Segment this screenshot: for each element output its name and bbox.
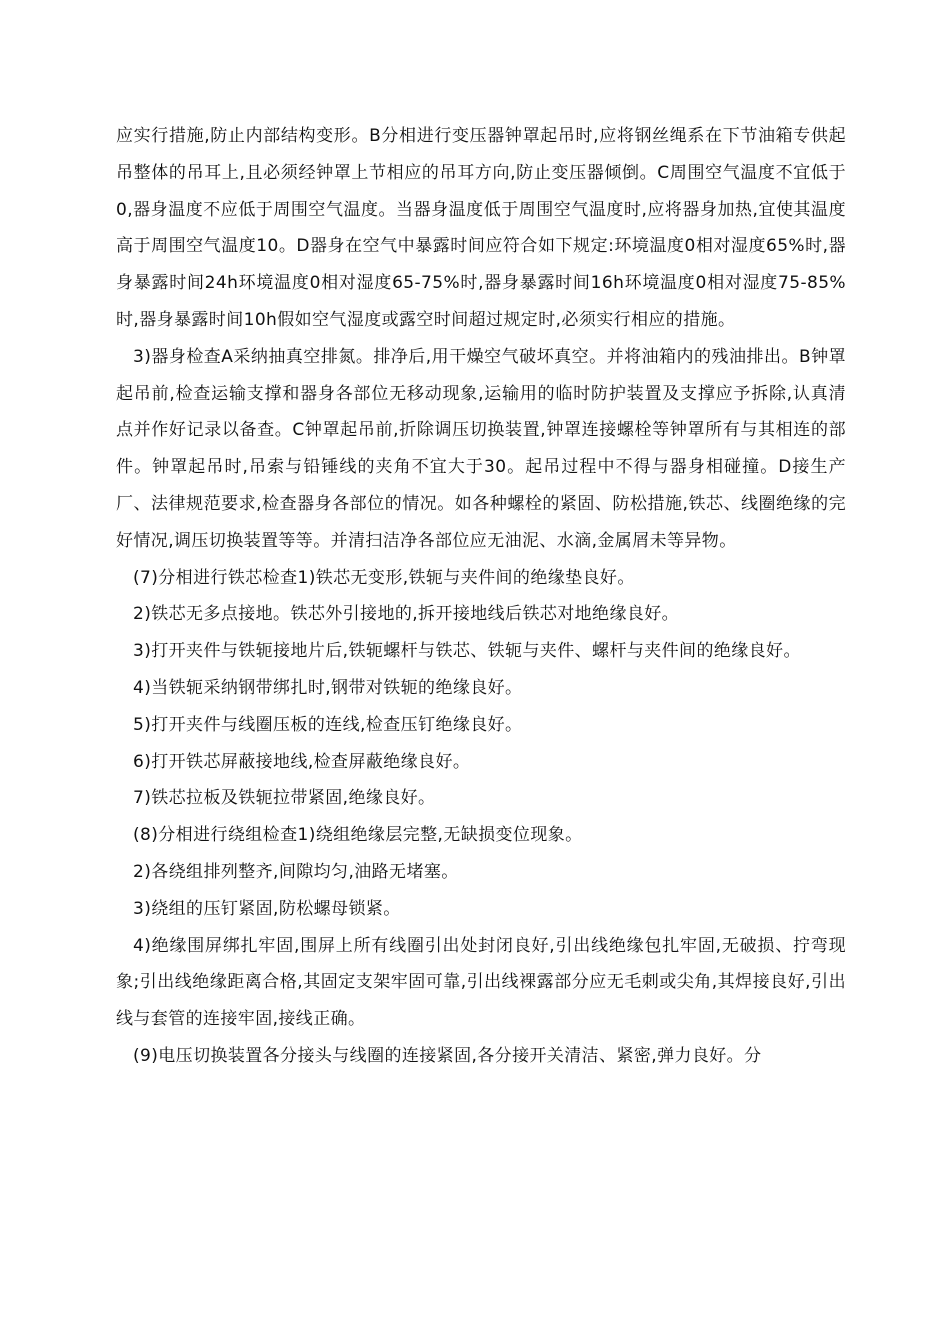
paragraph-11: 2)各绕组排列整齐,间隙均匀,油路无堵塞。 — [133, 861, 459, 882]
paragraph-2: 3)器身检查A采纳抽真空排氮。排净后,用干燥空气破坏真空。并将油箱内的残油排出。B钟罩起吊前,检查运输支撑和器身各部位无移动现象,运输用的临时防护装置及支撑应予拆除,认真清点并作好记录以备查。C钟罩起吊前,折除调压切换装置,钟罩连接螺栓等钟罩所有与其相连的部件。钟罩起吊时,吊索与铅锤线的夹角不宜大于30。起吊过程中不得与器身相碰撞。D接生产厂、法律规范要求,检查器身各部位的情况。如各种螺栓的紧固、防松措施,铁芯、线圈绝缘的完好情况,调压切换装置等等。并清扫洁净各部位应无油泥、水滴,金属屑未等异物。 — [116, 346, 846, 551]
paragraph-1: 应实行措施,防止内部结构变形。B分相进行变压器钟罩起吊时,应将钢丝绳系在下节油箱专供起吊整体的吊耳上,且必须经钟罩上节相应的吊耳方向,防止变压器倾倒。C周围空气温度不宜低于0,器身温度不应低于周围空气温度。当器身温度低于周围空气温度时,应将器身加热,宜使其温度高于周围空气温度10。D器身在空气中暴露时间应符合如下规定:环境温度0相对湿度65%时,器身暴露时间24h环境温度0相对湿度65-75%时,器身暴露时间16h环境温度0相对湿度75-85%时,器身暴露时间10h假如空气湿度或露空时间超过规定时,必须实行相应的措施。 — [116, 126, 846, 330]
paragraph-12: 3)绕组的压钉紧固,防松螺母锁紧。 — [133, 898, 401, 919]
paragraph-9: 7)铁芯拉板及铁轭拉带紧固,绝缘良好。 — [133, 788, 436, 809]
paragraph-6: 4)当铁轭采纳钢带绑扎时,钢带对铁轭的绝缘良好。 — [133, 677, 523, 698]
paragraph-4: 2)铁芯无多点接地。铁芯外引接地的,拆开接地线后铁芯对地绝缘良好。 — [133, 604, 680, 625]
paragraph-5: 3)打开夹件与铁轭接地片后,铁轭螺杆与铁芯、铁轭与夹件、螺杆与夹件间的绝缘良好。 — [133, 641, 801, 662]
paragraph-3: (7)分相进行铁芯检查1)铁芯无变形,铁轭与夹件间的绝缘垫良好。 — [133, 567, 635, 588]
paragraph-14: (9)电压切换装置各分接头与线圈的连接紧固,各分接开关清洁、紧密,弹力良好。分 — [133, 1045, 762, 1066]
paragraph-7: 5)打开夹件与线圈压板的连线,检查压钉绝缘良好。 — [133, 714, 523, 735]
paragraph-10: (8)分相进行绕组检查1)绕组绝缘层完整,无缺损变位现象。 — [133, 825, 583, 846]
paragraph-8: 6)打开铁芯屏蔽接地线,检查屏蔽绝缘良好。 — [133, 751, 471, 772]
paragraph-13: 4)绝缘围屏绑扎牢固,围屏上所有线圈引出处封闭良好,引出线绝缘包扎牢固,无破损、拧弯现象;引出线绝缘距离合格,其固定支架牢固可靠,引出线裸露部分应无毛刺或尖角,其焊接良好,引出线与套管的连接牢固,接线正确。 — [116, 935, 846, 1030]
document-body — [116, 118, 846, 1075]
